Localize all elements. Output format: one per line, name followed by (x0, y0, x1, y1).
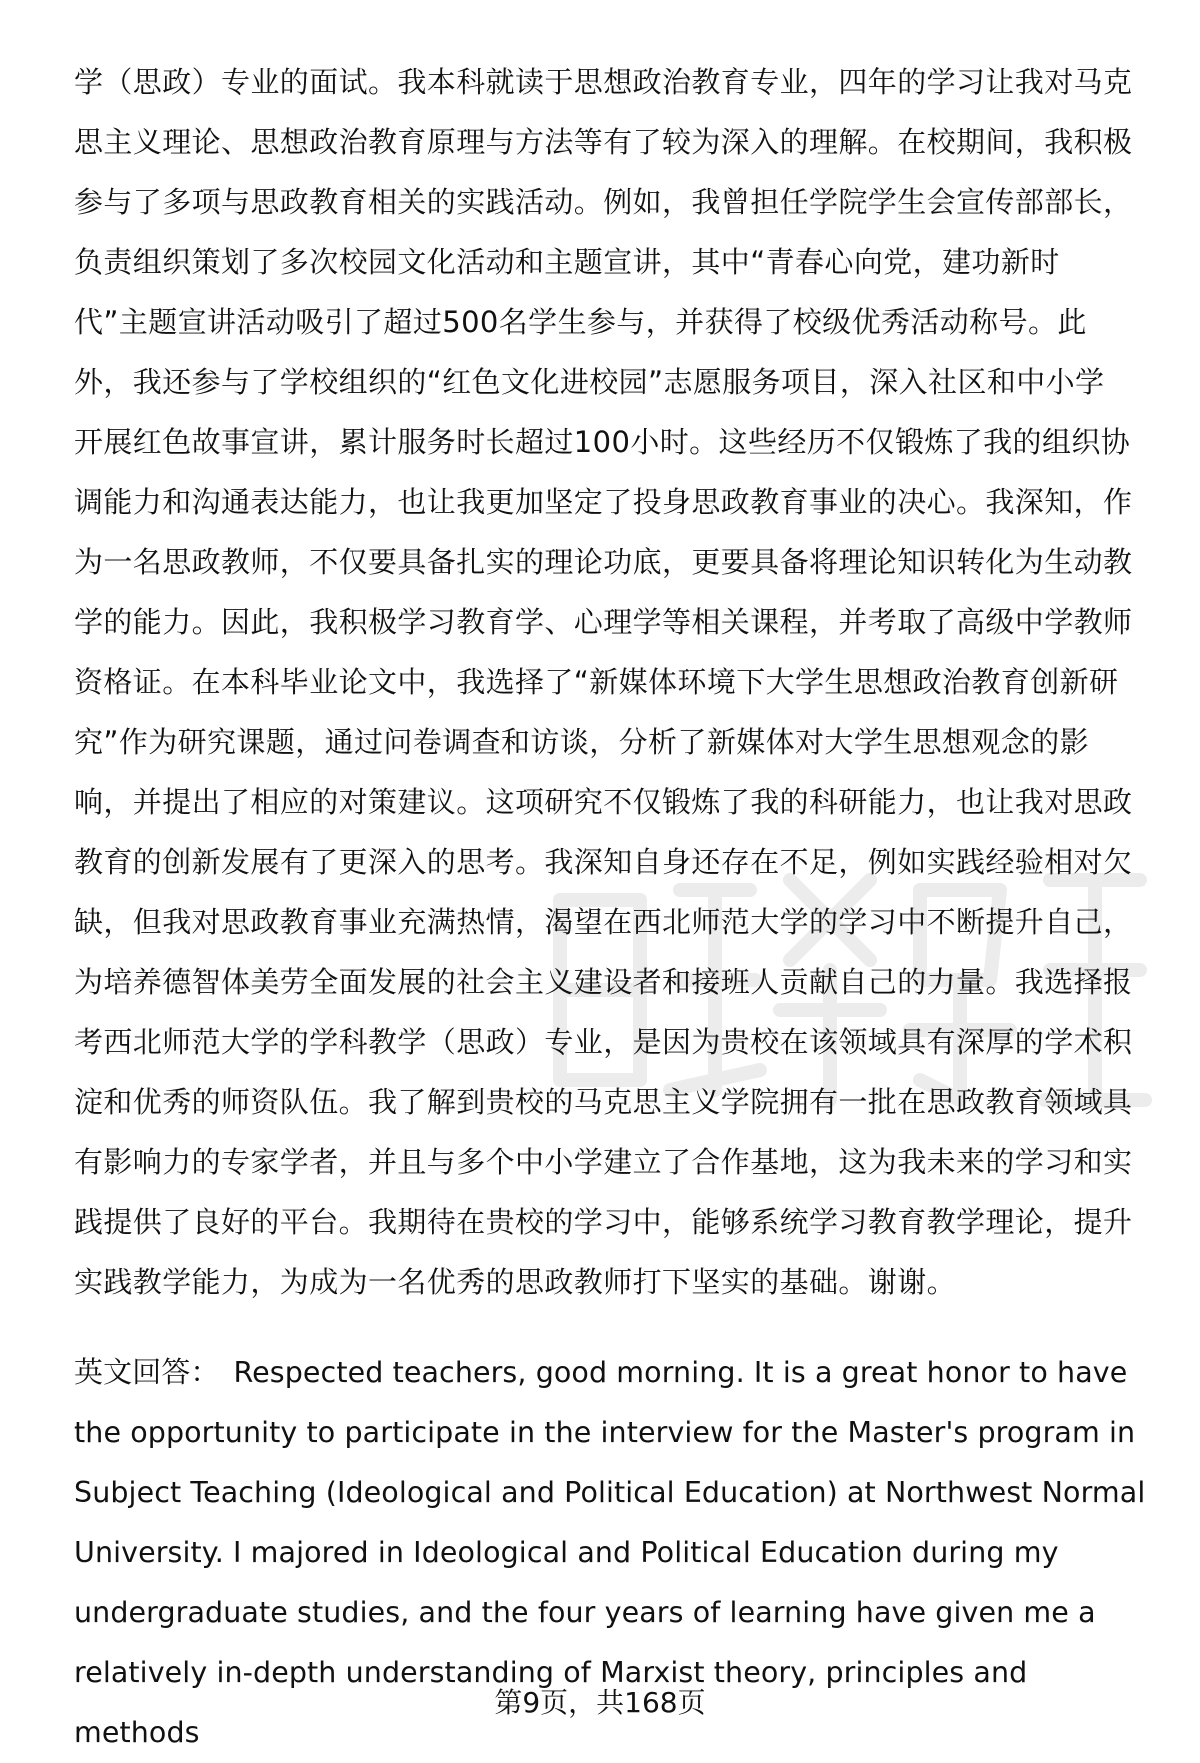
document-body (74, 52, 1154, 1763)
text-line: University. I majored in Ideological and Political Education during my (74, 1536, 1059, 1569)
text-line: 资格证。在本科毕业论文中，我选择了“新媒体环境下大学生思想政治教育创新研 (74, 665, 1119, 699)
text-line: 参与了多项与思政教育相关的实践活动。例如，我曾担任学院学生会宣传部部长， (74, 185, 1133, 219)
text-line: undergraduate studies, and the four years of learning have given me a (74, 1596, 1096, 1629)
page-number: 第9页，共168页 (494, 1686, 706, 1719)
text-line: 淀和优秀的师资队伍。我了解到贵校的马克思主义学院拥有一批在思政教育领域具 (74, 1085, 1133, 1119)
text-line: 负责组织策划了多次校园文化活动和主题宣讲，其中“青春心向党，建功新时 (74, 245, 1060, 279)
text-line: 教育的创新发展有了更深入的思考。我深知自身还存在不足，例如实践经验相对欠 (74, 845, 1133, 879)
text-line: 实践教学能力，为成为一名优秀的思政教师打下坚实的基础。谢谢。 (74, 1265, 957, 1299)
text-line: 究”作为研究课题，通过问卷调查和访谈，分析了新媒体对大学生思想观念的影 (74, 725, 1090, 759)
text-line: 为培养德智体美劳全面发展的社会主义建设者和接班人贡献自己的力量。我选择报 (74, 965, 1133, 999)
text-line: 开展红色故事宣讲，累计服务时长超过100小时。这些经历不仅锻炼了我的组织协 (74, 425, 1131, 459)
text-line: 响，并提出了相应的对策建议。这项研究不仅锻炼了我的科研能力，也让我对思政 (74, 785, 1133, 819)
text-line: 思主义理论、思想政治教育原理与方法等有了较为深入的理解。在校期间，我积极 (74, 125, 1133, 159)
text-line: Respected teachers, good morning. It is a great honor to have (233, 1356, 1128, 1389)
text-line: Subject Teaching (Ideological and Political Education) at Northwest Normal (74, 1476, 1146, 1509)
text-line: 考西北师范大学的学科教学（思政）专业，是因为贵校在该领域具有深厚的学术积 (74, 1025, 1133, 1059)
text-line: 学的能力。因此，我积极学习教育学、心理学等相关课程，并考取了高级中学教师 (74, 605, 1133, 639)
chinese-answer-paragraph (74, 52, 1154, 1312)
text-line: 为一名思政教师，不仅要具备扎实的理论功底，更要具备将理论知识转化为生动教 (74, 545, 1133, 579)
english-answer-label: 英文回答： (74, 1355, 220, 1389)
text-line: 代”主题宣讲活动吸引了超过500名学生参与，并获得了校级优秀活动称号。此 (74, 305, 1087, 339)
text-line: the opportunity to participate in the interview for the Master's program in (74, 1416, 1136, 1449)
text-line: 学（思政）专业的面试。我本科就读于思想政治教育专业，四年的学习让我对马克 (74, 65, 1133, 99)
text-line: 有影响力的专家学者，并且与多个中小学建立了合作基地，这为我未来的学习和实 (74, 1145, 1133, 1179)
text-line: 缺，但我对思政教育事业充满热情，渴望在西北师范大学的学习中不断提升自己， (74, 905, 1133, 939)
text-line: 调能力和沟通表达能力，也让我更加坚定了投身思政教育事业的决心。我深知，作 (74, 485, 1133, 519)
text-line: relatively in-depth understanding of Marxist theory, principles and methods (74, 1656, 1028, 1749)
text-line: 外，我还参与了学校组织的“红色文化进校园”志愿服务项目，深入社区和中小学 (74, 365, 1105, 399)
text-line: 践提供了良好的平台。我期待在贵校的学习中，能够系统学习教育教学理论，提升 (74, 1205, 1133, 1239)
